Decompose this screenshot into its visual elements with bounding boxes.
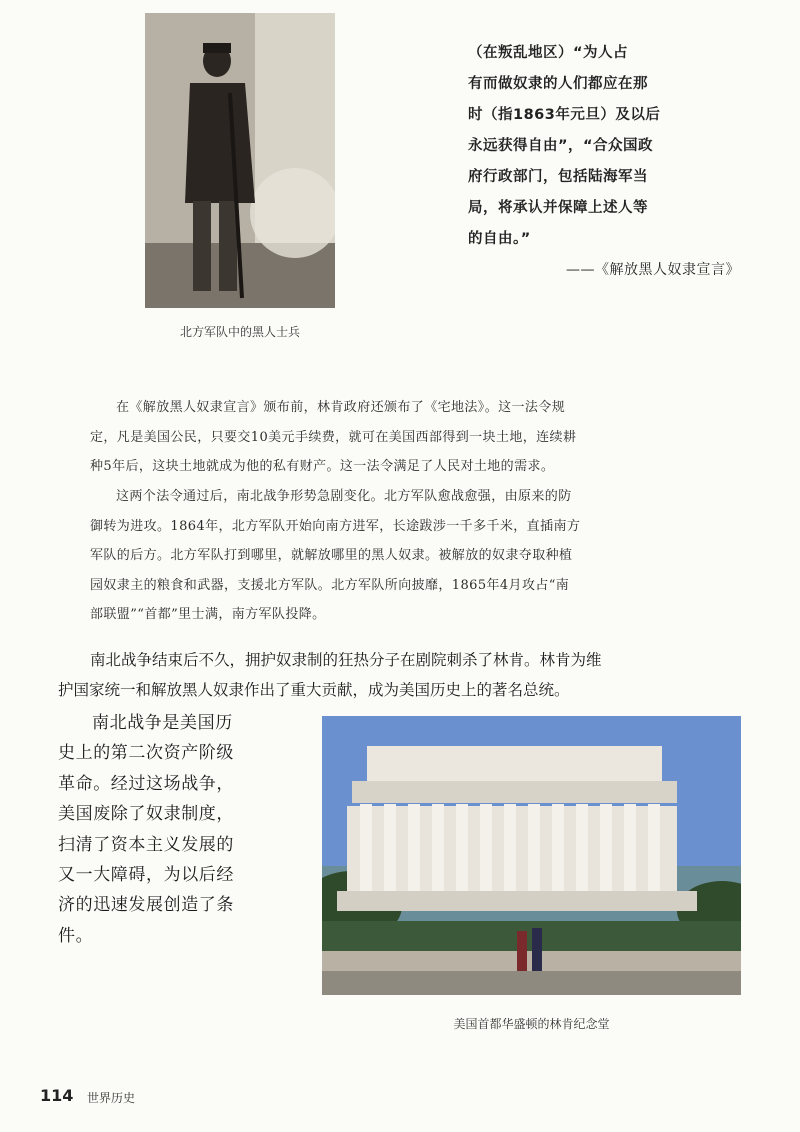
homestead-act-paragraph [90, 393, 576, 482]
paragraph-line: 种5年后，这块土地就成为他的私有财产。这一法令满足了人民对土地的需求。 [90, 459, 555, 475]
soldier-photo [145, 13, 335, 308]
book-title: 世界历史 [87, 1091, 136, 1105]
quote-line: （在叛乱地区）“为人占 [468, 45, 629, 61]
quote-line: 府行政部门，包括陆海军当 [468, 169, 648, 185]
proclamation-quote [468, 38, 740, 286]
paragraph-line: 园奴隶主的粮食和武器，支援北方军队。北方军队所向披靡，1865年4月攻占“南 [90, 577, 570, 593]
quote-line: 有而做奴隶的人们都应在那 [468, 76, 648, 92]
paragraph-line: 革命。经过这场战争， [58, 773, 234, 794]
quote-line: 时（指1863年元旦）及以后 [468, 107, 661, 123]
paragraph-line: 南北战争结束后不久，拥护奴隶制的狂热分子在剧院刺杀了林肯。林肯为维 [90, 651, 602, 669]
lincoln-memorial-illustration [322, 716, 741, 995]
quote-line: 的自由。” [468, 231, 531, 247]
war-progress-paragraph [90, 482, 580, 630]
quote-source: ——《解放黑人奴隶宣言》 [566, 262, 740, 278]
paragraph-line: 部联盟”“首都”里士满，南方军队投降。 [90, 607, 326, 623]
memorial-photo-caption: 美国首都华盛顿的林肯纪念堂 [453, 1017, 610, 1031]
paragraph-line: 军队的后方。北方军队打到哪里，就解放哪里的黑人奴隶。被解放的奴隶夺取种植 [90, 548, 573, 564]
civil-war-significance-paragraph [58, 708, 234, 951]
paragraph-line: 史上的第二次资产阶级 [58, 743, 234, 764]
paragraph-line: 又一大障碍，为以后经 [58, 865, 234, 886]
quote-line: 局，将承认并保障上述人等 [468, 200, 648, 216]
quote-line: 永远获得自由”，“合众国政 [468, 138, 654, 154]
soldier-illustration [145, 13, 335, 308]
paragraph-line: 定，凡是美国公民，只要交10美元手续费，就可在美国西部得到一块土地，连续耕 [90, 429, 577, 445]
paragraph-line: 扫清了资本主义发展的 [58, 834, 234, 855]
paragraph-line: 济的迅速发展创造了条 [58, 895, 234, 916]
paragraph-line: 美国废除了奴隶制度， [58, 804, 234, 825]
page-number: 114 [40, 1086, 74, 1105]
paragraph-line: 在《解放黑人奴隶宣言》颁布前，林肯政府还颁布了《宅地法》。这一法令规 [116, 400, 566, 415]
paragraph-line: 护国家统一和解放黑人奴隶作出了重大贡献，成为美国历史上的著名总统。 [58, 681, 570, 699]
paragraph-line: 这两个法令通过后，南北战争形势急剧变化。北方军队愈战愈强，由原来的防 [116, 489, 572, 504]
paragraph-line: 件。 [58, 925, 94, 946]
lincoln-assassination-paragraph [58, 645, 602, 705]
lincoln-memorial-photo [322, 716, 741, 995]
paragraph-line: 御转为进攻。1864年，北方军队开始向南方进军，长途跋涉一千多千米，直插南方 [90, 518, 581, 534]
paragraph-line: 南北战争是美国历 [92, 713, 233, 733]
soldier-photo-caption: 北方军队中的黑人士兵 [179, 325, 300, 339]
